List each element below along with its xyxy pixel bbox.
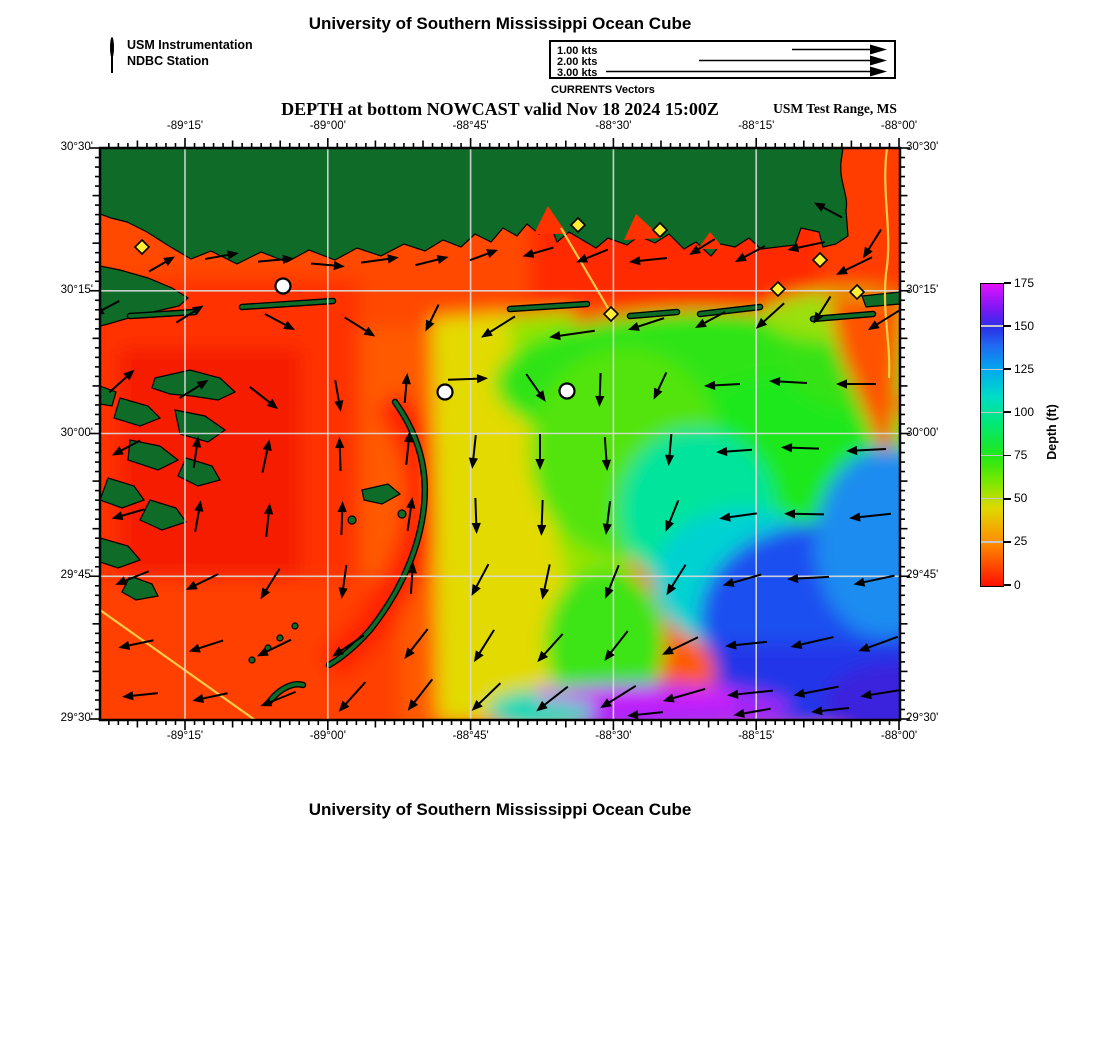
y-axis-label-right: 30°30' xyxy=(906,141,939,153)
colorbar-tick-label: 0 xyxy=(1014,577,1021,592)
y-axis-label-right: 29°45' xyxy=(906,569,939,582)
current-arrow-tail xyxy=(341,509,342,535)
legend-row-ndbc xyxy=(110,53,253,69)
colorbar-gridline xyxy=(981,369,1003,371)
colorbar-tick-label: 50 xyxy=(1014,491,1028,506)
x-axis-label-top: -88°00' xyxy=(880,120,918,132)
current-arrow-tail xyxy=(475,498,476,526)
current-arrow-tail xyxy=(600,373,601,399)
legend-label-ndbc: NDBC Station xyxy=(127,54,209,68)
colorbar-tick-label: 75 xyxy=(1014,448,1028,463)
top-title: University of Southern Mississippi Ocean Cube xyxy=(308,14,692,33)
currents-key-caption: CURRENTS Vectors xyxy=(551,84,655,96)
current-arrow-tail xyxy=(448,379,480,380)
y-axis-label-right: 29°30' xyxy=(906,712,939,724)
y-axis-label-left: 30°00' xyxy=(60,426,93,439)
colorbar-tick xyxy=(1004,498,1011,500)
vector-key-head xyxy=(870,67,887,77)
colorbar-gridline xyxy=(981,455,1003,457)
bottom-title: University of Southern Mississippi Ocean Cube xyxy=(308,800,692,819)
vector-key-arrows xyxy=(551,42,894,77)
ndbc-diamond-icon xyxy=(110,55,123,68)
colorbar-tick xyxy=(1004,584,1011,586)
y-axis-label-right: 30°00' xyxy=(906,426,939,439)
colorbar-tick xyxy=(1004,455,1011,457)
colorbar-tick xyxy=(1004,282,1011,284)
vector-key-label: 1.00 kts xyxy=(557,45,598,57)
x-axis-label-top: -88°45' xyxy=(452,120,489,132)
colorbar-tick-label: 150 xyxy=(1014,318,1035,333)
y-axis-label-left: 30°15' xyxy=(60,283,93,296)
colorbar-tick xyxy=(1004,368,1011,370)
x-axis-label-bottom: -88°00' xyxy=(880,730,918,742)
colorbar-tick-label: 25 xyxy=(1014,534,1028,549)
y-axis-label-left: 29°30' xyxy=(60,712,93,724)
y-axis-label-left: 29°45' xyxy=(60,569,93,582)
vector-key-label: 2.00 kts xyxy=(557,56,598,68)
x-axis-label-bottom: -89°15' xyxy=(166,730,204,742)
x-axis-label-bottom: -88°45' xyxy=(452,730,489,742)
x-axis-label-top: -89°00' xyxy=(309,120,346,132)
currents-vector-key xyxy=(549,40,896,79)
colorbar-gridline xyxy=(981,412,1003,414)
colorbar-title: Depth (ft) xyxy=(1045,404,1059,460)
x-axis-label-top: -88°15' xyxy=(738,120,775,132)
legend-row-usm xyxy=(110,37,253,53)
map-area xyxy=(100,148,900,720)
x-axis-label-bottom: -89°00' xyxy=(309,730,346,742)
x-axis-label-top: -89°15' xyxy=(166,120,204,132)
legend-label-usm: USM Instrumentation xyxy=(127,38,253,52)
x-axis-label-top: -88°30' xyxy=(595,120,632,132)
current-arrow-tail xyxy=(792,514,824,515)
colorbar-tick-label: 125 xyxy=(1014,361,1035,376)
colorbar-gridline xyxy=(981,541,1003,543)
x-axis-label-bottom: -88°30' xyxy=(595,730,632,742)
colorbar-tick xyxy=(1004,325,1011,327)
current-arrow-tail xyxy=(789,448,819,449)
x-axis-label-bottom: -88°15' xyxy=(738,730,775,742)
station-legend xyxy=(110,37,253,69)
range-label: USM Test Range, MS xyxy=(773,101,897,116)
colorbar-tick-label: 100 xyxy=(1014,404,1035,419)
colorbar-tick-label: 175 xyxy=(1014,275,1035,290)
nowcast-subtitle: DEPTH at bottom NOWCAST valid Nov 18 2024 15:00Z xyxy=(281,99,719,119)
colorbar-gridline xyxy=(981,498,1003,500)
depth-map xyxy=(100,148,900,720)
current-arrow-tail xyxy=(340,445,341,471)
vector-key-head xyxy=(870,45,887,55)
vector-key-head xyxy=(870,56,887,66)
colorbar-tick xyxy=(1004,541,1011,543)
vector-key-label: 3.00 kts xyxy=(557,67,598,77)
colorbar-tick xyxy=(1004,411,1011,413)
colorbar-gridline xyxy=(981,325,1003,327)
usm-instrument-marker xyxy=(560,384,575,399)
usm-instrument-marker xyxy=(438,385,453,400)
current-arrow-tail xyxy=(542,500,543,528)
y-axis-label-right: 30°15' xyxy=(906,283,939,296)
y-axis-label-left: 30°30' xyxy=(60,141,93,153)
usm-circle-icon xyxy=(110,39,123,52)
usm-instrument-marker xyxy=(276,279,291,294)
